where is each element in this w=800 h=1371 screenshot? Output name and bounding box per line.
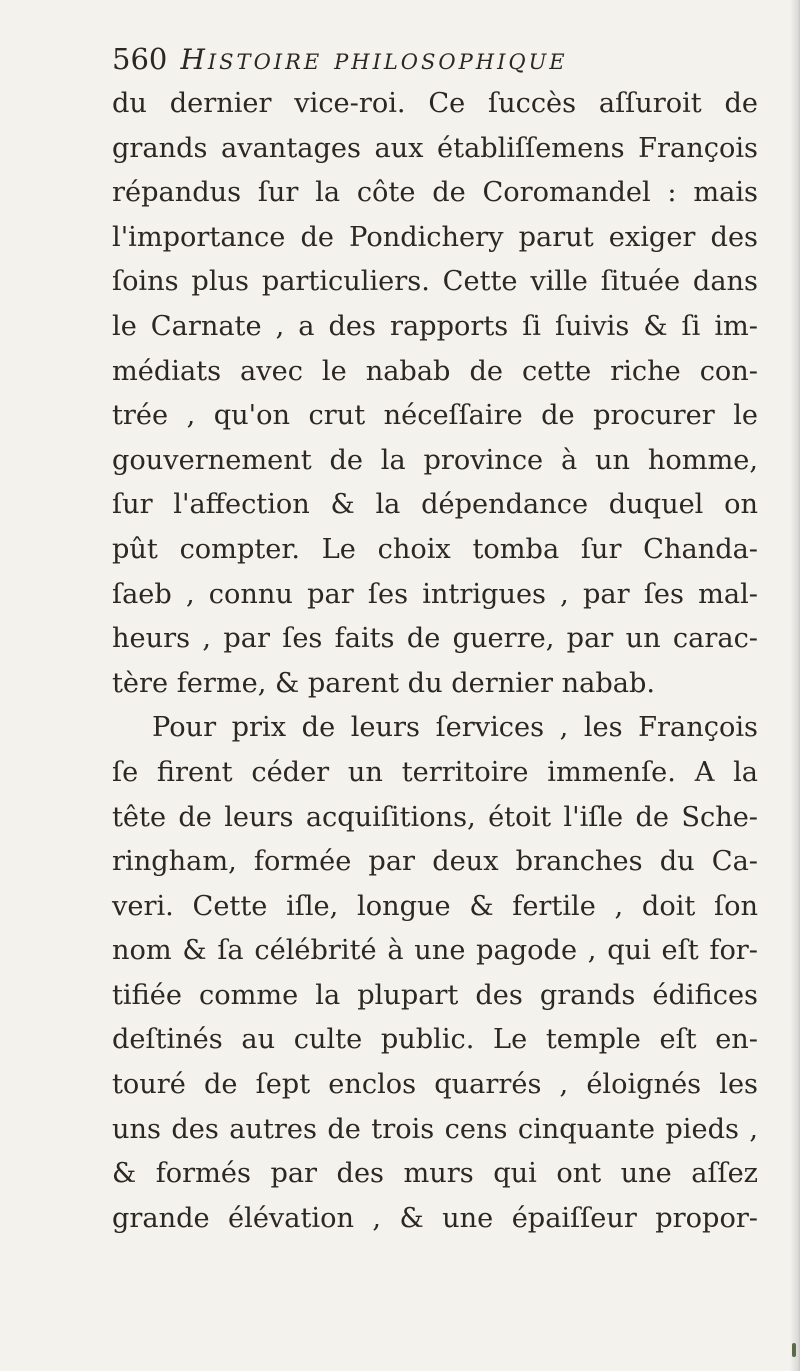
text-line: tifiée comme la plupart des grands édifices <box>112 979 758 1011</box>
running-title-initial: H <box>180 43 208 76</box>
text-line: l'importance de Pondichery parut exiger des <box>112 221 758 253</box>
text-line: deſtinés au culte public. Le temple eſt en- <box>112 1024 758 1056</box>
text-line: grands avantages aux établiſſemens François <box>112 132 758 164</box>
text-line: trée , qu'on crut néceſſaire de procurer le <box>112 400 758 432</box>
text-line: nom & ſa célébrité à une pagode , qui eſt for- <box>112 935 758 967</box>
text-line: du dernier vice-roi. Ce ſuccès aſſuroit de <box>112 88 758 119</box>
text-line: heurs , par ſes faits de guerre, par un carac- <box>112 623 758 655</box>
text-line: ringham, formée par deux branches du Ca- <box>112 846 758 878</box>
text-line: grande élévation , & une épaiſſeur propor- <box>112 1202 758 1234</box>
text-line: ſe firent céder un territoire immenſe. A la <box>112 756 758 788</box>
page-edge-mark <box>792 1343 796 1357</box>
text-line: pût compter. Le choix tomba ſur Chanda- <box>112 533 758 565</box>
body-text <box>112 82 758 1241</box>
running-title-word-2: PHILOSOPHIQUE <box>334 50 568 74</box>
page-number: 560 <box>112 42 168 76</box>
text-line: uns des autres de trois cens cinquante pieds , <box>112 1113 758 1145</box>
running-title <box>180 43 567 76</box>
running-title-word-1: ISTOIRE <box>207 50 323 74</box>
text-line: médiats avec le nabab de cette riche con- <box>112 355 758 387</box>
text-line: ſaeb , connu par ſes intrigues , par ſes mal- <box>112 578 758 610</box>
paragraph-first-line: Pour prix de leurs ſervices , les François <box>152 712 758 744</box>
text-line: gouvernement de la province à un homme, <box>112 444 758 476</box>
text-line: le Carnate , a des rapports ſi ſuivis & ſi im- <box>112 310 758 342</box>
text-line: touré de ſept enclos quarrés , éloignés les <box>112 1069 758 1101</box>
text-line: tête de leurs acquiſitions, étoit l'iſle de Sche- <box>112 801 758 833</box>
text-line: & formés par des murs qui ont une aſſez <box>112 1158 758 1190</box>
text-line: ſoins plus particuliers. Cette ville ſituée dans <box>112 266 758 298</box>
text-line: veri. Cette iſle, longue & fertile , doit ſon <box>112 890 758 922</box>
text-line: répandus ſur la côte de Coromandel : mais <box>112 177 758 209</box>
paragraph-end-line: tère ferme, & parent du dernier nabab. <box>112 667 656 699</box>
text-line: ſur l'affection & la dépendance duquel on <box>112 489 758 521</box>
